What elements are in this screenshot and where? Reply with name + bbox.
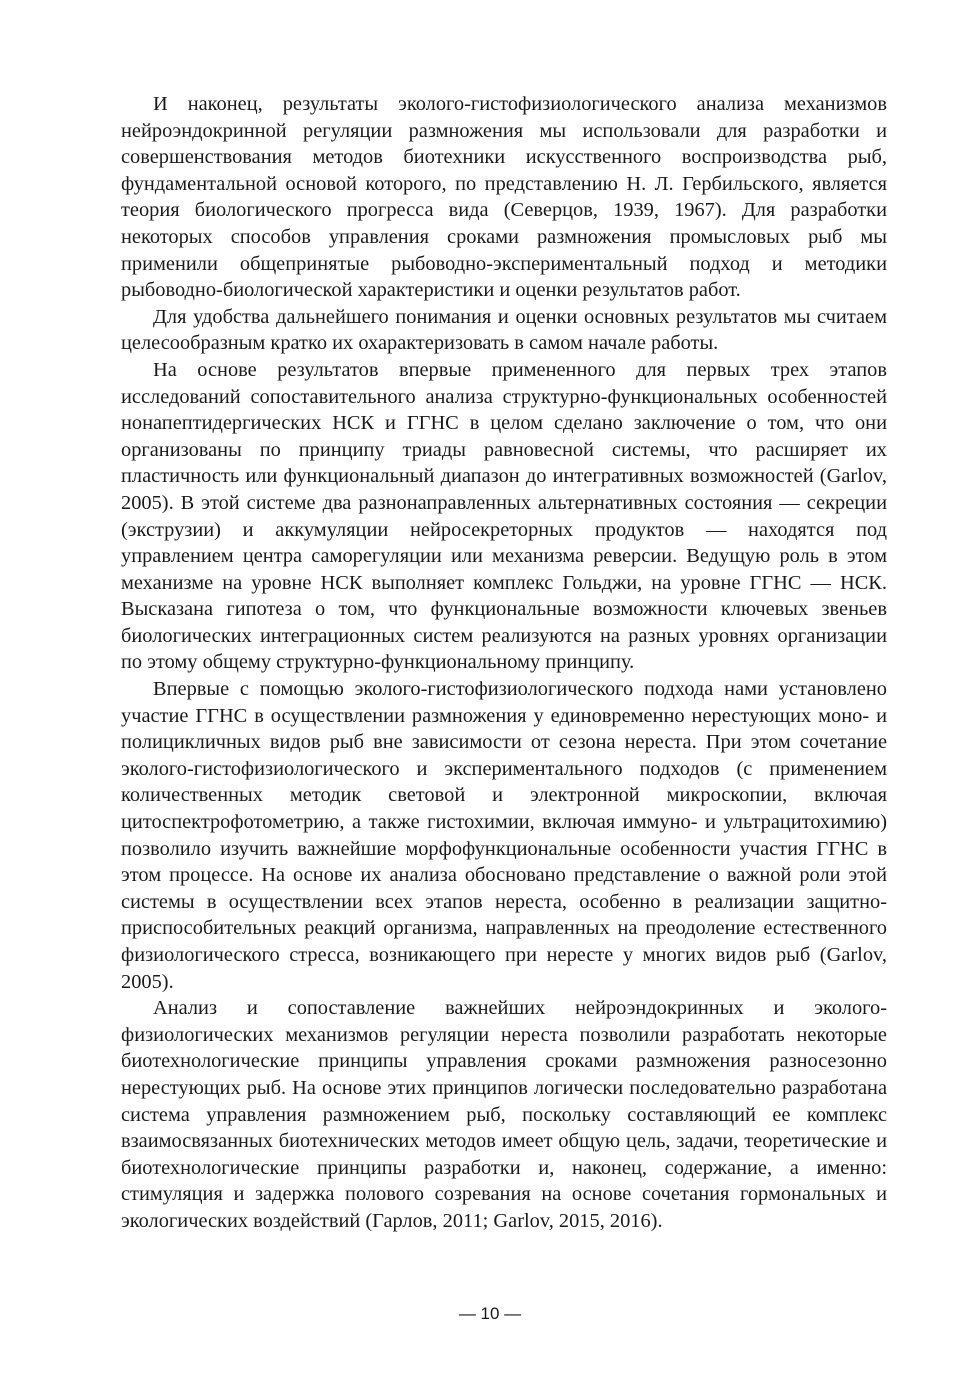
paragraph-5: Анализ и сопоставление важнейших нейроэндокринных и эколого-физиологических механизмов регуляции нереста позволили разработать некоторые биотехнологические принципы управления сроками размножения разносезонно нерестующих рыб. На основе этих принципов логически последовательно разработана система управления размножением рыб, поскольку составляющий ее комплекс взаимосвязанных биотехнических методов имеет общую цель, задачи, теоретические и биотехнологические принципы разработки и, наконец, содержание, а именно: стимуляция и задержка полового созревания на основе сочетания гормональных и экологических воздействий (Гарлов, 2011; Garlov, 2015, 2016).: [121, 997, 887, 1232]
paragraph-2: Для удобства дальнейшего понимания и оценки основных результатов мы считаем целесообразным кратко их охарактеризовать в самом начале работы.: [121, 305, 887, 355]
paragraph-1: И наконец, результаты эколого-гистофизиологического анализа механизмов нейроэндокринной регуляции размножения мы использовали для разработки и совершенствования методов биотехники искусственного воспроизводства рыб, фундаментальной основой которого, по представлению Н. Л. Гербильского, является теория биологического прогресса вида (Северцов, 1939, 1967). Для разработки некоторых способов управления сроками размножения промысловых рыб мы применили общепринятые рыбоводно-экспериментальный подход и методики рыбоводно-биологической характеристики и оценки результатов работ.: [121, 93, 887, 302]
page-number: — 10 —: [458, 1304, 522, 1323]
paragraph-4: Впервые с помощью эколого-гистофизиологического подхода нами установлено участие ГГНС в осуществлении размножения у единовременно нерестующих моно- и полицикличных видов рыб вне зависимости от сезона нереста. При этом сочетание эколого-гистофизиологического и экспериментального подходов (с применением количественных методик световой и электронной микроскопии, включая цитоспектрофотометрию, а также гистохимии, включая иммуно- и ультрацитохимию) позволило изучить важнейшие морфофункциональные особенности участия ГГНС в этом процессе. На основе их анализа обосновано представление о важной роли этой системы в осуществлении всех этапов нереста, особенно в реализации защитно-приспособительных реакций организма, направленных на преодоление естественного физиологического стресса, возникающего при нересте у многих видов рыб (Garlov, 2005).: [121, 678, 887, 993]
paragraph-3: На основе результатов впервые примененного для первых трех этапов исследований сопоставительного анализа структурно-функциональных особенностей нонапептидергических НСК и ГГНС в целом сделано заключение о том, что они организованы по принципу триады равновесной системы, что расширяет их пластичность или функциональный диапазон до интегративных возможностей (Garlov, 2005). В этой системе два разнонаправленных альтернативных состояния — секреции (экструзии) и аккумуляции нейросекреторных продуктов — находятся под управлением центра саморегуляции или механизма реверсии. Ведущую роль в этом механизме на уровне НСК выполняет комплекс Гольджи, на уровне ГГНС — НСК. Высказана гипотеза о том, что функциональные возможности ключевых звеньев биологических интеграционных систем реализуются на разных уровнях организации по этому общему структурно-функциональному принципу.: [121, 358, 887, 674]
body-text: [121, 91, 887, 1235]
